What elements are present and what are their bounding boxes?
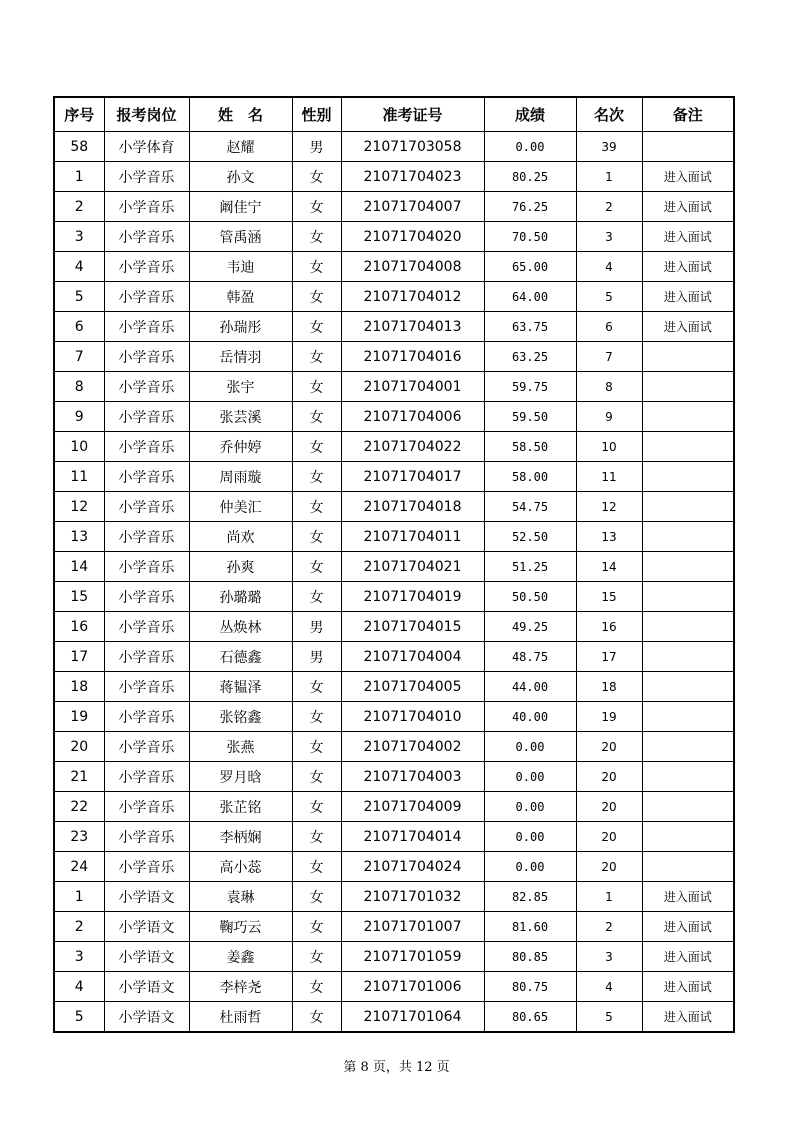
cell-exam-id: 21071704003: [341, 762, 484, 792]
cell-name: 高小蕊: [189, 852, 292, 882]
cell-seq: 13: [54, 522, 104, 552]
cell-score: 51.25: [484, 552, 576, 582]
table-row: [54, 762, 734, 792]
table-row: [54, 1002, 734, 1033]
cell-score: 65.00: [484, 252, 576, 282]
cell-exam-id: 21071704008: [341, 252, 484, 282]
cell-exam-id: 21071701059: [341, 942, 484, 972]
cell-rank: 19: [576, 702, 642, 732]
cell-note: 进入面试: [642, 1002, 734, 1033]
cell-score: 0.00: [484, 132, 576, 162]
cell-score: 80.75: [484, 972, 576, 1002]
table-row: [54, 312, 734, 342]
cell-note: [642, 462, 734, 492]
cell-exam-id: 21071704010: [341, 702, 484, 732]
cell-exam-id: 21071704018: [341, 492, 484, 522]
cell-name: 岳情羽: [189, 342, 292, 372]
cell-score: 76.25: [484, 192, 576, 222]
cell-score: 40.00: [484, 702, 576, 732]
header-score: 成绩: [484, 97, 576, 132]
cell-name: 韦迪: [189, 252, 292, 282]
cell-rank: 3: [576, 942, 642, 972]
cell-name: 张芷铭: [189, 792, 292, 822]
cell-exam-id: 21071704019: [341, 582, 484, 612]
cell-post: 小学音乐: [104, 792, 189, 822]
cell-note: 进入面试: [642, 942, 734, 972]
cell-name: 仲美汇: [189, 492, 292, 522]
cell-note: [642, 792, 734, 822]
cell-post: 小学语文: [104, 942, 189, 972]
cell-seq: 4: [54, 252, 104, 282]
cell-exam-id: 21071704022: [341, 432, 484, 462]
cell-post: 小学音乐: [104, 372, 189, 402]
cell-name: 赵耀: [189, 132, 292, 162]
cell-exam-id: 21071704015: [341, 612, 484, 642]
cell-post: 小学音乐: [104, 702, 189, 732]
cell-name: 周雨璇: [189, 462, 292, 492]
cell-exam-id: 21071704006: [341, 402, 484, 432]
cell-score: 59.75: [484, 372, 576, 402]
header-note: 备注: [642, 97, 734, 132]
cell-exam-id: 21071704021: [341, 552, 484, 582]
cell-note: 进入面试: [642, 972, 734, 1002]
cell-post: 小学音乐: [104, 462, 189, 492]
cell-rank: 11: [576, 462, 642, 492]
table-row: [54, 792, 734, 822]
cell-score: 63.75: [484, 312, 576, 342]
cell-exam-id: 21071704017: [341, 462, 484, 492]
page-number-footer: 第 8 页，共 12 页: [343, 1060, 450, 1075]
cell-sex: 女: [292, 462, 341, 492]
cell-post: 小学音乐: [104, 732, 189, 762]
cell-sex: 男: [292, 642, 341, 672]
cell-exam-id: 21071704012: [341, 282, 484, 312]
table-row: [54, 162, 734, 192]
cell-post: 小学音乐: [104, 312, 189, 342]
cell-rank: 17: [576, 642, 642, 672]
cell-exam-id: 21071704005: [341, 672, 484, 702]
cell-note: [642, 582, 734, 612]
cell-seq: 24: [54, 852, 104, 882]
header-name: 姓 名: [189, 97, 292, 132]
cell-sex: 女: [292, 582, 341, 612]
cell-rank: 20: [576, 732, 642, 762]
cell-post: 小学音乐: [104, 522, 189, 552]
cell-note: [642, 552, 734, 582]
cell-name: 尚欢: [189, 522, 292, 552]
cell-name: 孙爽: [189, 552, 292, 582]
cell-name: 张铭鑫: [189, 702, 292, 732]
cell-rank: 3: [576, 222, 642, 252]
cell-sex: 女: [292, 702, 341, 732]
cell-note: [642, 762, 734, 792]
cell-note: [642, 852, 734, 882]
cell-rank: 8: [576, 372, 642, 402]
table-row: [54, 402, 734, 432]
cell-name: 张芸溪: [189, 402, 292, 432]
cell-note: [642, 702, 734, 732]
cell-name: 杜雨哲: [189, 1002, 292, 1033]
cell-exam-id: 21071703058: [341, 132, 484, 162]
cell-exam-id: 21071704024: [341, 852, 484, 882]
cell-seq: 10: [54, 432, 104, 462]
cell-seq: 16: [54, 612, 104, 642]
cell-name: 姜鑫: [189, 942, 292, 972]
table-row: [54, 432, 734, 462]
table-row: [54, 612, 734, 642]
table-row: [54, 462, 734, 492]
cell-note: 进入面试: [642, 222, 734, 252]
header-exam-id: 准考证号: [341, 97, 484, 132]
cell-score: 80.65: [484, 1002, 576, 1033]
cell-note: [642, 432, 734, 462]
header-rank: 名次: [576, 97, 642, 132]
table-row: [54, 582, 734, 612]
table-body: [54, 132, 734, 1033]
table-row: [54, 492, 734, 522]
cell-sex: 女: [292, 822, 341, 852]
cell-exam-id: 21071704014: [341, 822, 484, 852]
cell-rank: 39: [576, 132, 642, 162]
cell-score: 0.00: [484, 822, 576, 852]
cell-sex: 女: [292, 852, 341, 882]
cell-note: 进入面试: [642, 912, 734, 942]
cell-rank: 10: [576, 432, 642, 462]
cell-name: 孙文: [189, 162, 292, 192]
cell-sex: 女: [292, 252, 341, 282]
cell-rank: 20: [576, 762, 642, 792]
cell-rank: 1: [576, 882, 642, 912]
cell-sex: 女: [292, 912, 341, 942]
cell-score: 49.25: [484, 612, 576, 642]
cell-exam-id: 21071704020: [341, 222, 484, 252]
cell-note: [642, 732, 734, 762]
cell-rank: 6: [576, 312, 642, 342]
cell-seq: 1: [54, 162, 104, 192]
table-row: [54, 852, 734, 882]
cell-post: 小学音乐: [104, 342, 189, 372]
cell-post: 小学音乐: [104, 162, 189, 192]
cell-seq: 2: [54, 912, 104, 942]
cell-note: 进入面试: [642, 282, 734, 312]
cell-sex: 女: [292, 972, 341, 1002]
table-row: [54, 342, 734, 372]
cell-post: 小学语文: [104, 882, 189, 912]
cell-sex: 女: [292, 792, 341, 822]
cell-sex: 女: [292, 162, 341, 192]
cell-score: 80.85: [484, 942, 576, 972]
cell-sex: 男: [292, 132, 341, 162]
cell-sex: 女: [292, 372, 341, 402]
cell-seq: 58: [54, 132, 104, 162]
cell-seq: 11: [54, 462, 104, 492]
cell-rank: 1: [576, 162, 642, 192]
cell-sex: 女: [292, 882, 341, 912]
cell-score: 70.50: [484, 222, 576, 252]
cell-sex: 女: [292, 282, 341, 312]
cell-sex: 女: [292, 432, 341, 462]
cell-rank: 13: [576, 522, 642, 552]
cell-score: 48.75: [484, 642, 576, 672]
cell-post: 小学音乐: [104, 822, 189, 852]
cell-score: 80.25: [484, 162, 576, 192]
cell-rank: 20: [576, 852, 642, 882]
cell-rank: 15: [576, 582, 642, 612]
cell-seq: 3: [54, 942, 104, 972]
cell-note: 进入面试: [642, 312, 734, 342]
cell-sex: 女: [292, 762, 341, 792]
cell-score: 58.00: [484, 462, 576, 492]
cell-name: 蒋韫泽: [189, 672, 292, 702]
cell-note: [642, 822, 734, 852]
table-row: [54, 372, 734, 402]
table-row: [54, 552, 734, 582]
cell-seq: 15: [54, 582, 104, 612]
cell-seq: 21: [54, 762, 104, 792]
cell-note: [642, 642, 734, 672]
cell-score: 81.60: [484, 912, 576, 942]
table-row: [54, 282, 734, 312]
cell-exam-id: 21071704009: [341, 792, 484, 822]
cell-sex: 女: [292, 732, 341, 762]
cell-rank: 18: [576, 672, 642, 702]
cell-exam-id: 21071704013: [341, 312, 484, 342]
cell-post: 小学音乐: [104, 222, 189, 252]
table-row: [54, 882, 734, 912]
cell-post: 小学音乐: [104, 432, 189, 462]
results-table: [53, 96, 735, 1033]
cell-sex: 女: [292, 522, 341, 552]
cell-note: [642, 132, 734, 162]
cell-seq: 3: [54, 222, 104, 252]
cell-seq: 19: [54, 702, 104, 732]
cell-rank: 5: [576, 1002, 642, 1033]
cell-note: [642, 612, 734, 642]
cell-score: 0.00: [484, 732, 576, 762]
cell-sex: 女: [292, 192, 341, 222]
cell-score: 50.50: [484, 582, 576, 612]
table-row: [54, 972, 734, 1002]
cell-note: 进入面试: [642, 882, 734, 912]
cell-post: 小学音乐: [104, 282, 189, 312]
cell-post: 小学音乐: [104, 762, 189, 792]
cell-rank: 20: [576, 792, 642, 822]
cell-score: 52.50: [484, 522, 576, 552]
cell-name: 孙璐璐: [189, 582, 292, 612]
table-row: [54, 672, 734, 702]
cell-seq: 18: [54, 672, 104, 702]
cell-note: [642, 402, 734, 432]
cell-name: 袁琳: [189, 882, 292, 912]
cell-name: 乔仲婷: [189, 432, 292, 462]
cell-rank: 12: [576, 492, 642, 522]
cell-post: 小学音乐: [104, 402, 189, 432]
header-sex: 性别: [292, 97, 341, 132]
cell-post: 小学语文: [104, 972, 189, 1002]
table-row: [54, 732, 734, 762]
cell-sex: 女: [292, 402, 341, 432]
table-row: [54, 192, 734, 222]
cell-rank: 14: [576, 552, 642, 582]
cell-exam-id: 21071704001: [341, 372, 484, 402]
cell-name: 李柄娴: [189, 822, 292, 852]
cell-note: 进入面试: [642, 252, 734, 282]
table-row: [54, 132, 734, 162]
cell-note: 进入面试: [642, 192, 734, 222]
cell-seq: 22: [54, 792, 104, 822]
cell-seq: 17: [54, 642, 104, 672]
cell-name: 鞠巧云: [189, 912, 292, 942]
cell-post: 小学音乐: [104, 192, 189, 222]
cell-name: 张燕: [189, 732, 292, 762]
cell-name: 张宇: [189, 372, 292, 402]
cell-sex: 女: [292, 552, 341, 582]
table-row: [54, 942, 734, 972]
cell-seq: 2: [54, 192, 104, 222]
cell-sex: 女: [292, 1002, 341, 1033]
cell-rank: 2: [576, 912, 642, 942]
cell-rank: 16: [576, 612, 642, 642]
cell-name: 孙瑞彤: [189, 312, 292, 342]
table-row: [54, 222, 734, 252]
cell-post: 小学音乐: [104, 582, 189, 612]
table-header-row: [54, 97, 734, 132]
cell-note: [642, 672, 734, 702]
cell-seq: 5: [54, 1002, 104, 1033]
cell-exam-id: 21071701006: [341, 972, 484, 1002]
cell-note: [642, 372, 734, 402]
cell-rank: 2: [576, 192, 642, 222]
cell-post: 小学音乐: [104, 612, 189, 642]
cell-rank: 9: [576, 402, 642, 432]
cell-rank: 7: [576, 342, 642, 372]
table-row: [54, 642, 734, 672]
cell-post: 小学音乐: [104, 672, 189, 702]
cell-rank: 4: [576, 972, 642, 1002]
cell-score: 0.00: [484, 792, 576, 822]
cell-seq: 9: [54, 402, 104, 432]
cell-post: 小学音乐: [104, 252, 189, 282]
cell-post: 小学体育: [104, 132, 189, 162]
table-row: [54, 822, 734, 852]
cell-seq: 14: [54, 552, 104, 582]
cell-note: [642, 492, 734, 522]
cell-name: 石德鑫: [189, 642, 292, 672]
cell-rank: 5: [576, 282, 642, 312]
cell-exam-id: 21071704007: [341, 192, 484, 222]
cell-note: [642, 342, 734, 372]
cell-exam-id: 21071701032: [341, 882, 484, 912]
cell-exam-id: 21071704011: [341, 522, 484, 552]
cell-seq: 8: [54, 372, 104, 402]
cell-sex: 男: [292, 612, 341, 642]
table-row: [54, 912, 734, 942]
cell-post: 小学语文: [104, 1002, 189, 1033]
table-row: [54, 702, 734, 732]
cell-name: 丛焕林: [189, 612, 292, 642]
cell-score: 59.50: [484, 402, 576, 432]
cell-seq: 12: [54, 492, 104, 522]
header-seq: 序号: [54, 97, 104, 132]
cell-exam-id: 21071704023: [341, 162, 484, 192]
cell-sex: 女: [292, 342, 341, 372]
cell-exam-id: 21071704016: [341, 342, 484, 372]
cell-seq: 1: [54, 882, 104, 912]
cell-name: 罗月晗: [189, 762, 292, 792]
cell-exam-id: 21071704002: [341, 732, 484, 762]
cell-post: 小学语文: [104, 912, 189, 942]
cell-rank: 4: [576, 252, 642, 282]
cell-score: 44.00: [484, 672, 576, 702]
cell-note: [642, 522, 734, 552]
cell-score: 0.00: [484, 852, 576, 882]
cell-exam-id: 21071704004: [341, 642, 484, 672]
cell-exam-id: 21071701007: [341, 912, 484, 942]
cell-rank: 20: [576, 822, 642, 852]
cell-post: 小学音乐: [104, 552, 189, 582]
cell-score: 82.85: [484, 882, 576, 912]
cell-seq: 20: [54, 732, 104, 762]
cell-seq: 23: [54, 822, 104, 852]
cell-score: 64.00: [484, 282, 576, 312]
cell-seq: 5: [54, 282, 104, 312]
cell-sex: 女: [292, 942, 341, 972]
table-row: [54, 522, 734, 552]
cell-name: 管禹涵: [189, 222, 292, 252]
header-post: 报考岗位: [104, 97, 189, 132]
cell-sex: 女: [292, 222, 341, 252]
cell-seq: 6: [54, 312, 104, 342]
cell-name: 阚佳宁: [189, 192, 292, 222]
cell-exam-id: 21071701064: [341, 1002, 484, 1033]
cell-score: 63.25: [484, 342, 576, 372]
cell-score: 54.75: [484, 492, 576, 522]
cell-sex: 女: [292, 312, 341, 342]
cell-name: 韩盈: [189, 282, 292, 312]
cell-seq: 7: [54, 342, 104, 372]
cell-name: 李梓尧: [189, 972, 292, 1002]
cell-score: 58.50: [484, 432, 576, 462]
cell-seq: 4: [54, 972, 104, 1002]
table-row: [54, 252, 734, 282]
cell-post: 小学音乐: [104, 492, 189, 522]
cell-post: 小学音乐: [104, 852, 189, 882]
cell-score: 0.00: [484, 762, 576, 792]
cell-note: 进入面试: [642, 162, 734, 192]
cell-post: 小学音乐: [104, 642, 189, 672]
cell-sex: 女: [292, 492, 341, 522]
cell-sex: 女: [292, 672, 341, 702]
